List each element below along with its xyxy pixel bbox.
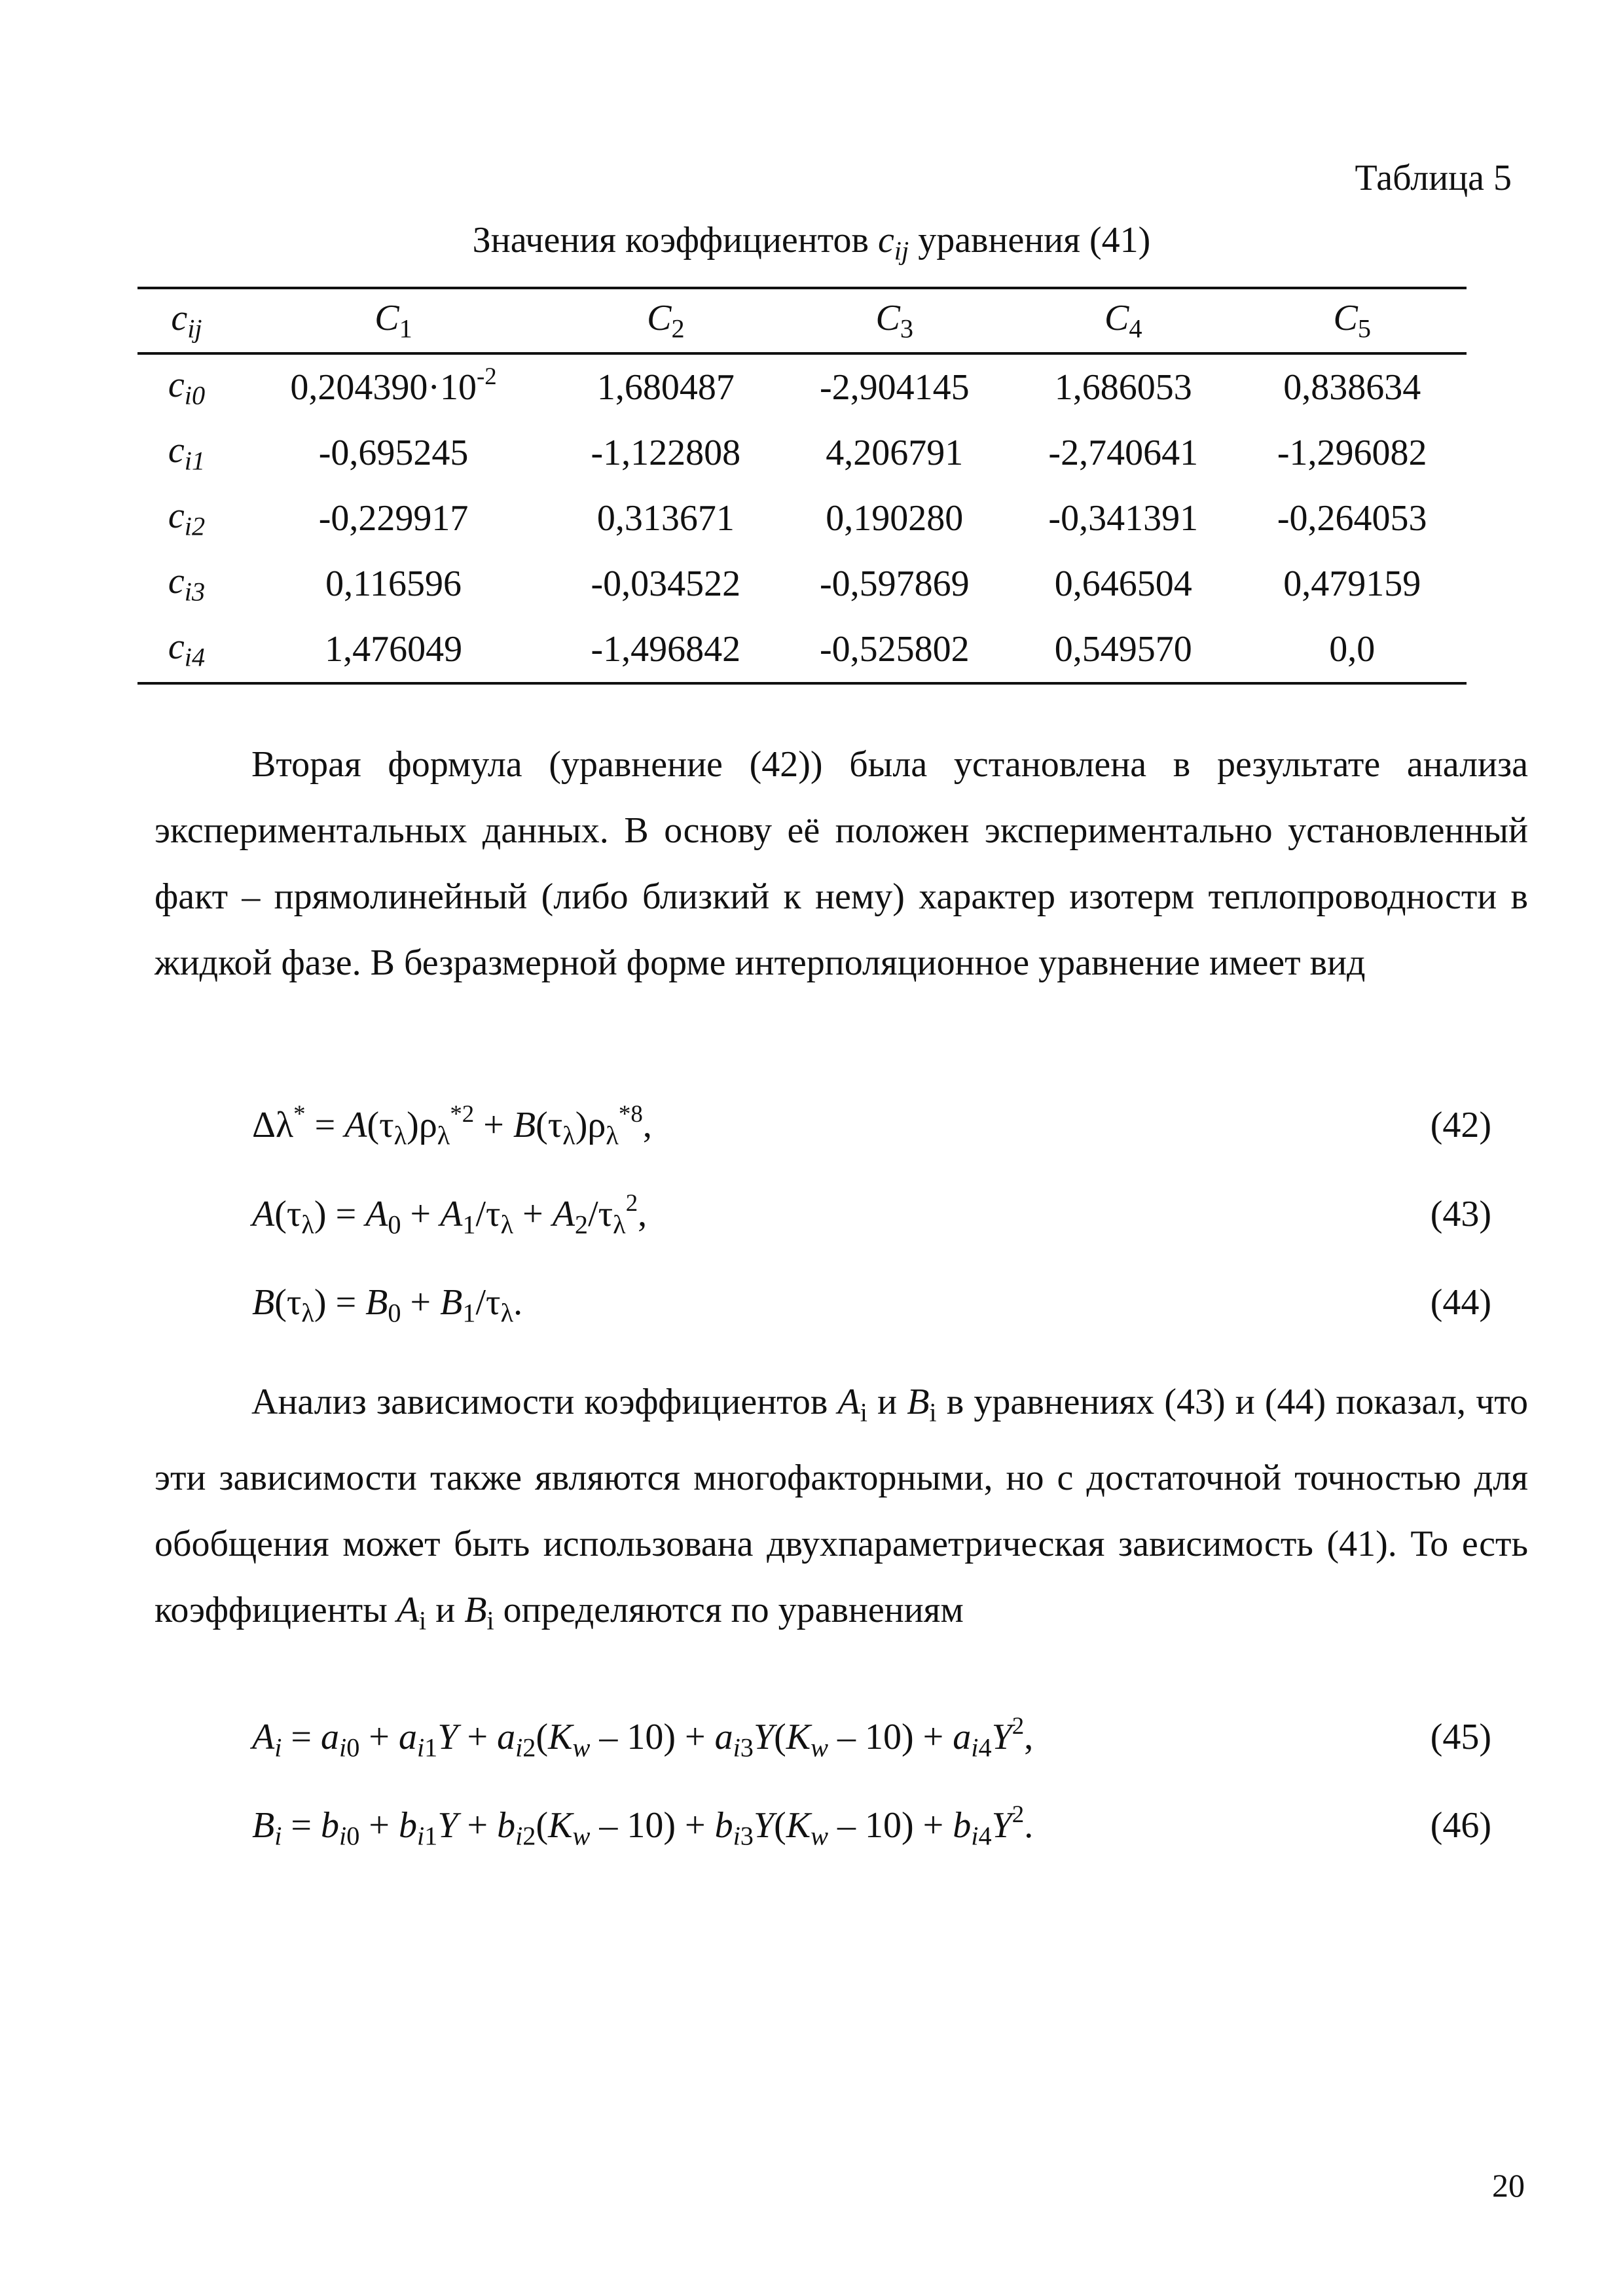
table-row [137,551,1467,617]
table-cell: 0,479159 [1283,564,1421,604]
table-cell: -2,904145 [819,367,970,408]
table-cell: -0,229917 [318,498,469,539]
table-header-row [137,288,1467,353]
table-cell: 1,476049 [325,629,463,670]
paragraph-body-2 [155,1369,1528,1654]
table-cell: 0,646504 [1054,564,1192,604]
paragraph-1-text: Вторая формула (уравнение (42)) была установлена в результате анализа экспериментальных данных. В основу её положен экспериментально установленный факт – прямолинейный (либо близкий к нему) характер изотерм теплопроводности в жидкой фазе. В безразмерной форме интерполяционное уравнение имеет вид [155,744,1528,983]
coefficients-table [137,287,1467,685]
header-col-3: $C_3$ [875,298,914,344]
equation-42-number: (42) [1430,1105,1491,1145]
table-cell: 0,116596 [325,564,462,604]
table-cell: 4,206791 [826,433,964,473]
table-cell: -1,496842 [591,629,741,670]
table-row [137,486,1467,551]
table-cell: -0,597869 [819,564,970,604]
table-cell: 0,838634 [1283,367,1421,408]
equation-46: $B_i = b_{i0} + b_{i1}Y + b_{i2}(K_w - 10) + b_{i3}Y(K_w - 10) + b_{i4}Y^2$. [252,1801,1034,1851]
table-row [137,420,1467,486]
table-cell: 1,680487 [596,367,735,408]
table-cell: -0,695245 [318,433,469,473]
caption-variable: c [877,220,894,260]
paragraph-2-text: Анализ зависимости коэффициентов $A_i$ и $B_i$ в уравнениях (43) и (44) показал, что эти зависимости также являются многофакторными, но с достаточной точностью для обобщения может быть использована двухпараметрическая зависимость (41). То есть коэффициенты $A_i$ и $B_i$ определяются по уравнениям [155,1382,1528,1636]
table-row [137,617,1467,683]
table-row [137,353,1467,420]
caption-text-after: уравнения (41) [909,220,1151,260]
equation-43: $A(\tau_\lambda) = A_0 + A_1/\tau_\lambda + A_2/\tau_\lambda^2$, [252,1189,647,1240]
caption-text-before: Значения коэффициентов [472,220,878,260]
equation-45-number: (45) [1430,1717,1491,1757]
header-corner: $c_{ij}$ [171,298,202,344]
paragraph-body-1 [155,732,1528,996]
table-cell: -0,034522 [591,564,741,604]
equation-44-number: (44) [1430,1282,1491,1323]
table-label: Таблица 5 [1355,158,1512,198]
row-label: $c_{i0}$ [168,365,206,410]
caption-variable-subscript: ij [894,236,909,266]
table-cell: $0,204390\cdot 10^{-2}$ [290,363,497,408]
table-cell: -0,525802 [819,629,970,670]
equation-45: $A_i = a_{i0} + a_{i1}Y + a_{i2}(K_w - 10) + a_{i3}Y(K_w - 10) + a_{i4}Y^2$, [252,1712,1034,1763]
header-col-2: $C_2$ [647,298,685,344]
row-label: $c_{i3}$ [168,561,206,607]
table-cell: 0,313671 [596,498,735,539]
header-col-4: $C_4$ [1104,298,1142,344]
table-cell: -2,740641 [1048,433,1199,473]
equation-43-number: (43) [1430,1194,1491,1234]
table-cell: -0,264053 [1277,498,1427,539]
row-label: $c_{i4}$ [168,626,206,672]
equation-44: $B(\tau_\lambda) = B_0 + B_1/\tau_\lambda$. [252,1282,523,1328]
table-cell: -0,341391 [1048,498,1199,539]
header-col-1: $C_1$ [374,298,412,344]
equation-42: $\Delta\lambda^* = A(\tau_\lambda)\rho_\lambda^{*2} + B(\tau_\lambda)\rho_\lambda^{*8}$, [252,1100,652,1151]
table-caption [0,219,1623,266]
table-cell: 0,190280 [826,498,964,539]
table-cell: -1,122808 [591,433,741,473]
row-label: $c_{i1}$ [168,430,206,476]
table-cell: -1,296082 [1277,433,1427,473]
page-number: 20 [1492,2167,1525,2204]
table-cell: 0,0 [1329,629,1376,670]
row-label: $c_{i2}$ [168,495,206,541]
header-col-5: $C_5$ [1333,298,1371,344]
table-cell: 0,549570 [1054,629,1192,670]
equation-46-number: (46) [1430,1805,1491,1846]
table-cell: 1,686053 [1054,367,1192,408]
